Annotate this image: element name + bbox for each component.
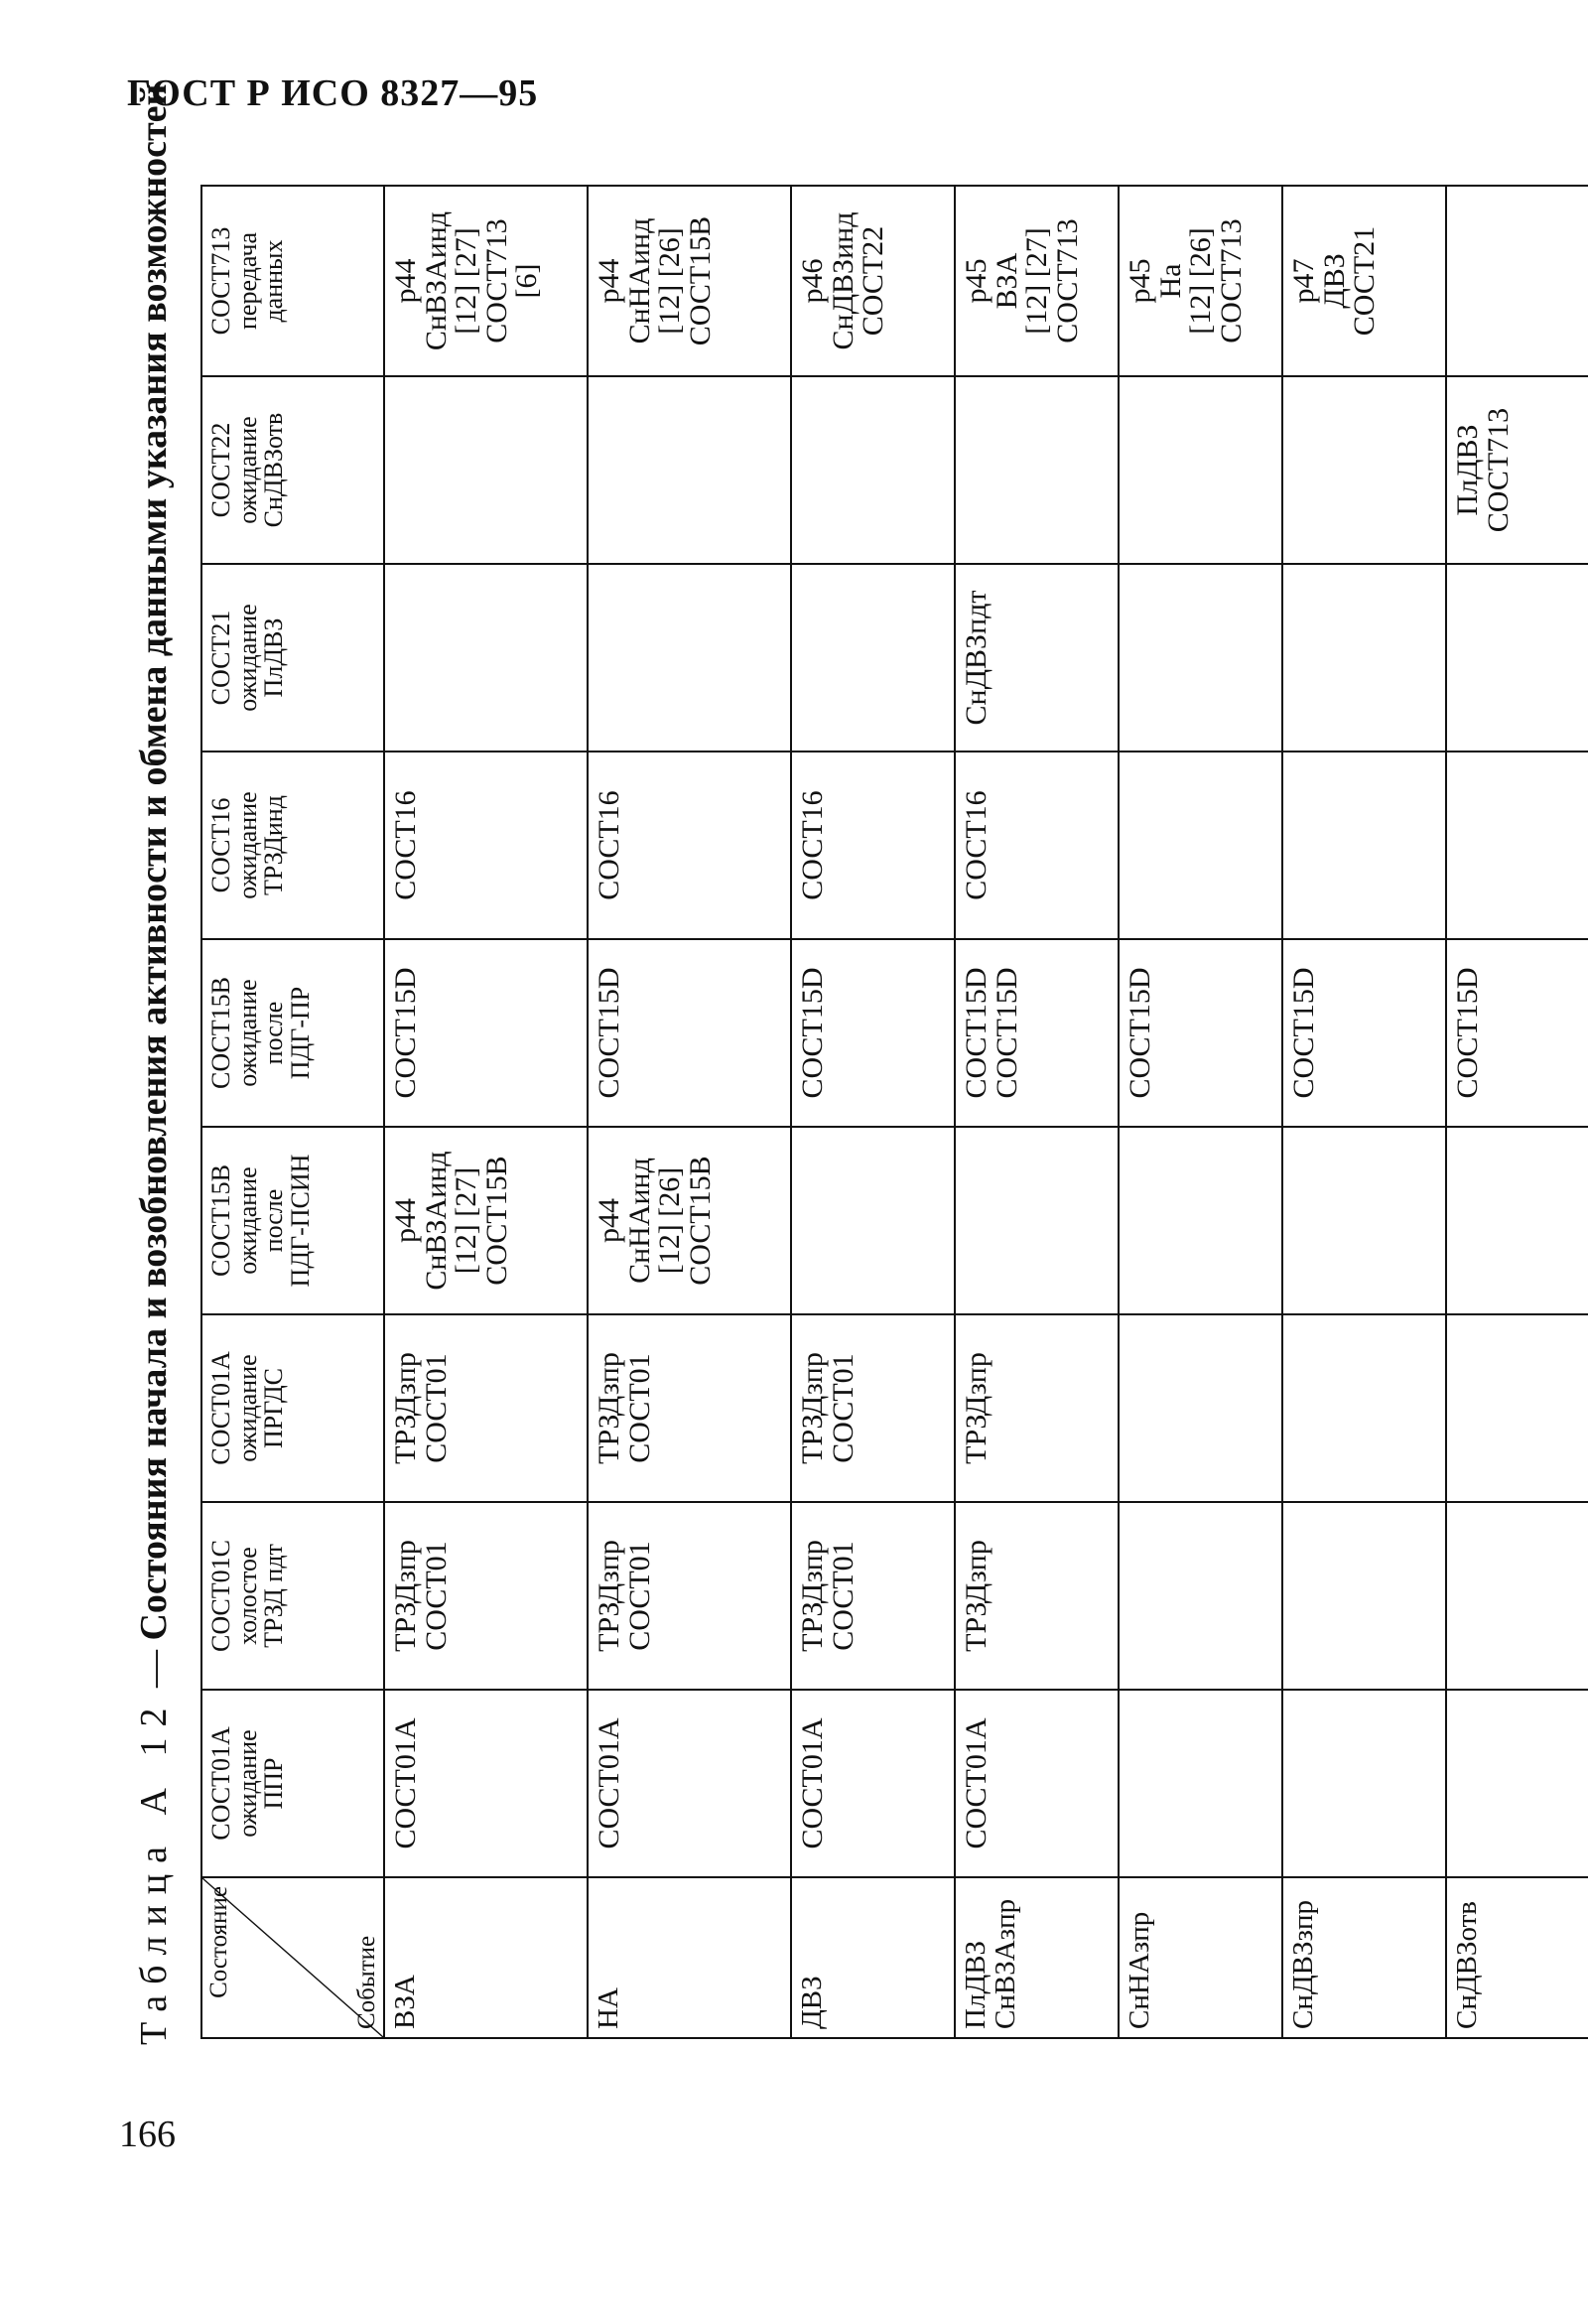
table-cell: СОСТ16 bbox=[588, 752, 791, 939]
table-cell bbox=[384, 376, 588, 564]
table-cell: ТРЗДзпр СОСТ01 bbox=[791, 1314, 955, 1502]
table-cell bbox=[1446, 1690, 1588, 1877]
table-cell: СОСТ01А bbox=[791, 1690, 955, 1877]
table-cell: р44 СнВЗАинд [12] [27] СОСТ15В bbox=[384, 1127, 588, 1314]
event-cell: ВЗА bbox=[384, 1877, 588, 2038]
table-cell: ТРЗДзпр bbox=[955, 1502, 1119, 1690]
table-cell: СОСТ01А bbox=[955, 1690, 1119, 1877]
table-cell: ТРЗДзпр СОСТ01 bbox=[384, 1502, 588, 1690]
table-cell bbox=[1446, 564, 1588, 752]
caption-dash: — bbox=[133, 1640, 175, 1698]
column-header: СОСТ01А ожидание ППР bbox=[201, 1690, 384, 1877]
caption-label: Таблица А 12 bbox=[133, 1697, 175, 2045]
table-cell bbox=[384, 564, 588, 752]
table-cell: ТРЗДзпр СОСТ01 bbox=[791, 1502, 955, 1690]
table-cell bbox=[1446, 1314, 1588, 1502]
table-cell bbox=[1119, 1502, 1282, 1690]
table-cell: СОСТ15D bbox=[1282, 939, 1446, 1127]
table-cell: р46 СнДВЗинд СОСТ22 bbox=[791, 186, 955, 376]
table-cell bbox=[588, 564, 791, 752]
table-cell bbox=[588, 376, 791, 564]
corner-cell bbox=[201, 1877, 384, 2038]
table-cell bbox=[1446, 186, 1588, 376]
table-row bbox=[1282, 186, 1446, 2038]
table-cell bbox=[1282, 752, 1446, 939]
table-cell: ТРЗДзпр СОСТ01 bbox=[588, 1502, 791, 1690]
table-cell: СОСТ16 bbox=[791, 752, 955, 939]
table-caption bbox=[119, 83, 189, 2045]
caption-title: Состояния начала и возобновления активности и обмена данными указания возможностей bbox=[133, 83, 175, 1641]
table-cell bbox=[955, 1127, 1119, 1314]
column-header: СОСТ15В ожидание после ПДГ-ПР bbox=[201, 939, 384, 1127]
table-cell: р45 На [12] [26] СОСТ713 bbox=[1119, 186, 1282, 376]
table-cell bbox=[1119, 376, 1282, 564]
table-cell bbox=[791, 1127, 955, 1314]
state-table bbox=[200, 185, 1588, 2039]
corner-state-label: Состояние bbox=[205, 1886, 232, 1998]
table-cell: р44 СнВЗАинд [12] [27] СОСТ713 [6] bbox=[384, 186, 588, 376]
event-cell: ДВЗ bbox=[791, 1877, 955, 2038]
event-cell: СнНАзпр bbox=[1119, 1877, 1282, 2038]
table-row bbox=[1446, 186, 1588, 2038]
table-cell bbox=[1282, 1127, 1446, 1314]
table-cell bbox=[791, 564, 955, 752]
table-cell: ТРЗДзпр СОСТ01 bbox=[384, 1314, 588, 1502]
table-cell bbox=[1282, 1314, 1446, 1502]
table-cell: ТРЗДзпр bbox=[955, 1314, 1119, 1502]
event-cell: ПлДВЗ СнВЗАзпр bbox=[955, 1877, 1119, 2038]
column-header: СОСТ16 ожидание ТРЗДинд bbox=[201, 752, 384, 939]
table-cell: СОСТ15D bbox=[588, 939, 791, 1127]
event-cell: СнДВЗзпр bbox=[1282, 1877, 1446, 2038]
document-header: ГОСТ Р ИСО 8327—95 bbox=[127, 72, 539, 114]
table-cell bbox=[1282, 564, 1446, 752]
table-cell bbox=[1446, 1502, 1588, 1690]
table-cell bbox=[1119, 752, 1282, 939]
column-header: СОСТ01С холостое ТРЗД пдт bbox=[201, 1502, 384, 1690]
table-cell: р44 СнНАинд [12] [26] СОСТ15В bbox=[588, 186, 791, 376]
table-cell bbox=[1119, 1127, 1282, 1314]
column-header: СОСТ713 передача данных bbox=[201, 186, 384, 376]
table-cell: СОСТ15D bbox=[1446, 939, 1588, 1127]
table-row bbox=[588, 186, 791, 2038]
column-header: СОСТ01А ожидание ПРГДС bbox=[201, 1314, 384, 1502]
table-cell bbox=[1282, 376, 1446, 564]
table-cell: СОСТ15D bbox=[1119, 939, 1282, 1127]
table-row bbox=[384, 186, 588, 2038]
table-cell: СОСТ15D bbox=[384, 939, 588, 1127]
corner-event-label: Событие bbox=[352, 1935, 380, 2029]
table-cell bbox=[1119, 1690, 1282, 1877]
table-cell bbox=[955, 376, 1119, 564]
table-row bbox=[1119, 186, 1282, 2038]
table-body bbox=[384, 186, 1588, 2038]
table-cell: р47 ДВЗ СОСТ21 bbox=[1282, 186, 1446, 376]
table-cell bbox=[1282, 1690, 1446, 1877]
table-cell: р44 СнНАинд [12] [26] СОСТ15В bbox=[588, 1127, 791, 1314]
table-cell bbox=[1282, 1502, 1446, 1690]
event-cell: СнДВЗотв bbox=[1446, 1877, 1588, 2038]
table-cell: СОСТ15D bbox=[791, 939, 955, 1127]
table-cell: СОСТ16 bbox=[384, 752, 588, 939]
table-cell: ПлДВЗ СОСТ713 bbox=[1446, 376, 1588, 564]
table-cell: СОСТ01А bbox=[588, 1690, 791, 1877]
table-row bbox=[791, 186, 955, 2038]
table-cell: СОСТ16 bbox=[955, 752, 1119, 939]
table-cell bbox=[1446, 1127, 1588, 1314]
table-cell: р45 ВЗА [12] [27] СОСТ713 bbox=[955, 186, 1119, 376]
table-cell: СнДВЗпдт bbox=[955, 564, 1119, 752]
table-cell bbox=[1119, 1314, 1282, 1502]
column-header: СОСТ22 ожидание СнДВЗотв bbox=[201, 376, 384, 564]
table-row bbox=[955, 186, 1119, 2038]
table-cell bbox=[1119, 564, 1282, 752]
table-cell bbox=[791, 376, 955, 564]
table-cell: ТРЗДзпр СОСТ01 bbox=[588, 1314, 791, 1502]
table-cell: СОСТ15D СОСТ15D bbox=[955, 939, 1119, 1127]
column-header: СОСТ21 ожидание ПлДВЗ bbox=[201, 564, 384, 752]
event-cell: НА bbox=[588, 1877, 791, 2038]
column-header: СОСТ15В ожидание после ПДГ-ПСИН bbox=[201, 1127, 384, 1314]
table-cell: СОСТ01А bbox=[384, 1690, 588, 1877]
table-header-row bbox=[201, 186, 384, 2038]
page-number: 166 bbox=[119, 2114, 176, 2155]
table-cell bbox=[1446, 752, 1588, 939]
